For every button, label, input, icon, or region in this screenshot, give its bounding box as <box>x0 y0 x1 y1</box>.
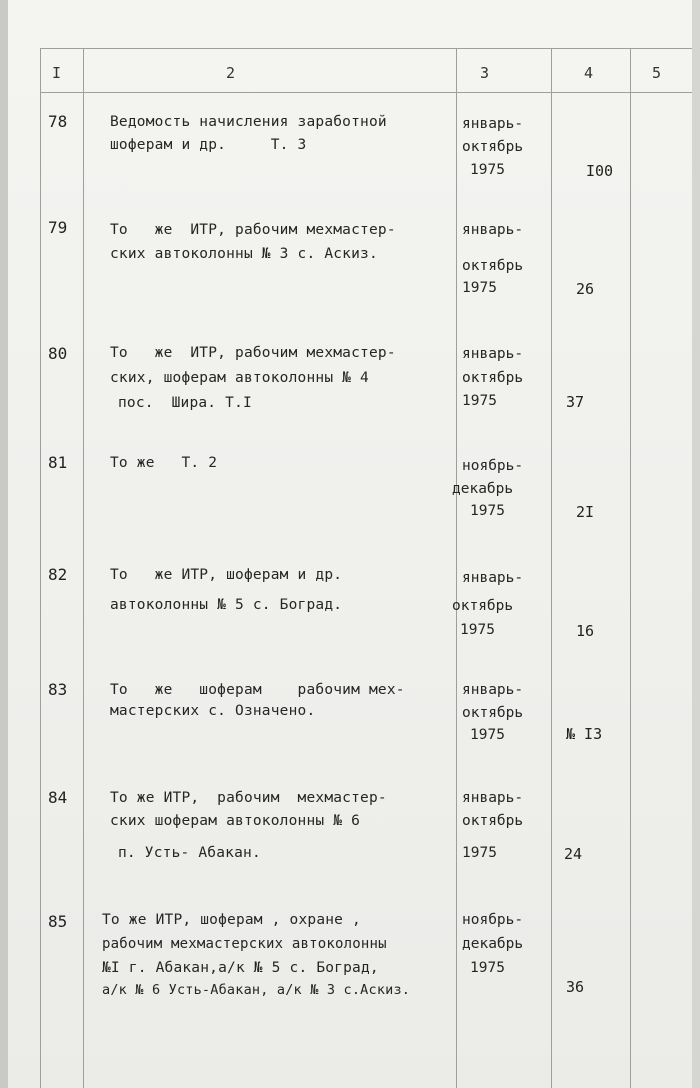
row-text-line: рабочим мехмастерских автоколонны <box>102 936 387 952</box>
header-col-3: 3 <box>480 64 490 82</box>
row-period: октябрь <box>462 258 524 274</box>
header-col-1: I <box>52 64 62 82</box>
row-count: 37 <box>566 393 585 411</box>
row-period: октябрь <box>462 705 524 721</box>
row-count: 2I <box>576 503 595 521</box>
header-bottom-border <box>40 92 692 93</box>
row-count: I00 <box>586 162 614 180</box>
column-divider-4 <box>551 48 552 1088</box>
row-period: октябрь <box>462 813 524 829</box>
row-period: январь- <box>462 570 524 586</box>
row-period-year: 1975 <box>470 960 505 976</box>
row-period-year: 1975 <box>460 622 495 638</box>
row-text-line: ских, шоферам автоколонны № 4 <box>110 370 369 386</box>
row-period-year: 1975 <box>470 162 505 178</box>
row-period: декабрь <box>452 481 514 497</box>
row-period: январь- <box>462 682 524 698</box>
row-count: № I3 <box>566 725 603 743</box>
row-count: 16 <box>576 622 595 640</box>
row-period: январь- <box>462 346 524 362</box>
row-period: октябрь <box>462 370 524 386</box>
row-text-line: пос. Шира. Т.I <box>118 395 252 411</box>
row-period: январь- <box>462 116 524 132</box>
row-text-line: шоферам и др. Т. 3 <box>110 137 307 153</box>
row-period-year: 1975 <box>462 280 497 296</box>
column-divider-1 <box>40 48 41 1088</box>
header-col-5: 5 <box>652 64 662 82</box>
row-text-line: №I г. Абакан,а/к № 5 с. Боград, <box>102 960 379 976</box>
row-period: октябрь <box>452 598 514 614</box>
column-divider-2 <box>83 48 84 1088</box>
row-number: 79 <box>48 218 68 237</box>
row-period: январь- <box>462 222 524 238</box>
row-number: 81 <box>48 453 68 472</box>
page-left-edge <box>0 0 8 1088</box>
row-number: 80 <box>48 344 68 363</box>
row-text-line: автоколонны № 5 с. Боград. <box>110 597 343 613</box>
row-number: 82 <box>48 565 68 584</box>
row-text-line: а/к № 6 Усть-Абакан, а/к № 3 с.Аскиз. <box>102 982 411 998</box>
row-number: 83 <box>48 680 68 699</box>
row-text-line: То же ИТР, рабочим мехмастер- <box>110 345 396 361</box>
row-period: декабрь <box>462 936 524 952</box>
row-number: 84 <box>48 788 68 807</box>
row-text-line: мастерских с. Означено. <box>110 703 316 719</box>
row-period-year: 1975 <box>462 393 497 409</box>
row-number: 85 <box>48 912 68 931</box>
header-col-4: 4 <box>584 64 594 82</box>
row-period-year: 1975 <box>462 845 497 861</box>
row-text-line: То же Т. 2 <box>110 455 218 471</box>
table-top-border <box>40 48 692 49</box>
row-period: январь- <box>462 790 524 806</box>
page-right-edge <box>692 0 700 1088</box>
row-text-line: ских шоферам автоколонны № 6 <box>110 813 361 829</box>
row-count: 36 <box>566 978 585 996</box>
row-text-line: п. Усть- Абакан. <box>118 845 261 861</box>
row-text-line: То же ИТР, шоферам , охране , <box>102 912 361 928</box>
row-text-line: То же ИТР, шоферам и др. <box>110 567 343 583</box>
row-text-line: Ведомость начисления заработной <box>110 114 387 130</box>
row-text-line: То же шоферам рабочим мех- <box>110 682 405 698</box>
row-period-year: 1975 <box>470 503 505 519</box>
row-count: 24 <box>564 845 583 863</box>
row-period: ноябрь- <box>462 458 524 474</box>
row-period: октябрь <box>462 139 524 155</box>
row-text-line: ских автоколонны № 3 с. Аскиз. <box>110 246 378 262</box>
row-text-line: То же ИТР, рабочим мехмастер- <box>110 790 387 806</box>
row-text-line: То же ИТР, рабочим мехмастер- <box>110 222 396 238</box>
header-col-2: 2 <box>226 64 236 82</box>
column-divider-5 <box>630 48 631 1088</box>
row-number: 78 <box>48 112 68 131</box>
column-divider-3 <box>456 48 457 1088</box>
row-period-year: 1975 <box>470 727 505 743</box>
row-period: ноябрь- <box>462 912 524 928</box>
row-count: 26 <box>576 280 595 298</box>
